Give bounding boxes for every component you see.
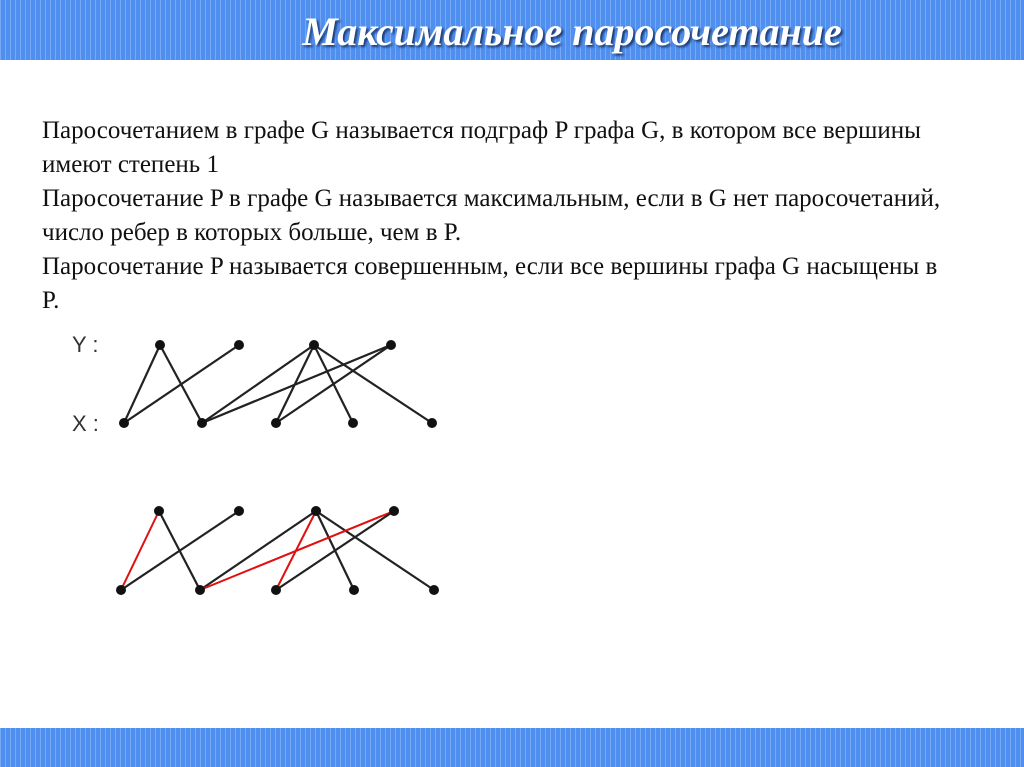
graph1-vertex-x3 <box>271 418 281 428</box>
slide-title: Максимальное паросочетание <box>302 9 842 54</box>
graph1-vertex-x4 <box>348 418 358 428</box>
graph1-vertex-y3 <box>309 340 319 350</box>
graph1-vertex-x2 <box>197 418 207 428</box>
graph2-vertex-y3 <box>311 506 321 516</box>
graph2-vertex-y2 <box>234 506 244 516</box>
graph2-vertex-y1 <box>154 506 164 516</box>
graph2-vertex-x2 <box>195 585 205 595</box>
graph1-vertex-x5 <box>427 418 437 428</box>
graph2-vertex-x5 <box>429 585 439 595</box>
x-axis-label: X : <box>72 411 99 436</box>
graph1-vertex-x1 <box>119 418 129 428</box>
graph1-vertex-y4 <box>386 340 396 350</box>
graph2-vertex-x1 <box>116 585 126 595</box>
graph-matching <box>116 506 439 595</box>
y-axis-label: Y : <box>72 332 99 357</box>
graph1-vertex-y1 <box>155 340 165 350</box>
footer-band <box>0 728 1024 767</box>
definition-maximum-matching: Паросочетание P в графе G называется максимальным, если в G нет паросочетаний, число ребер в которых больше, чем в P. <box>42 185 941 246</box>
graph-original <box>119 340 437 428</box>
definition-matching: Паросочетанием в графе G называется подграф P графа G, в котором все вершины имеют степень 1 <box>42 117 921 178</box>
graph2-vertex-y4 <box>389 506 399 516</box>
graph2-edge-y2-x1 <box>121 511 239 590</box>
graph2-vertex-x4 <box>349 585 359 595</box>
graph2-vertex-x3 <box>271 585 281 595</box>
graph1-vertex-y2 <box>234 340 244 350</box>
definition-perfect-matching: Паросочетание P называется совершенным, если все вершины графа G насыщены в P. <box>42 253 938 314</box>
